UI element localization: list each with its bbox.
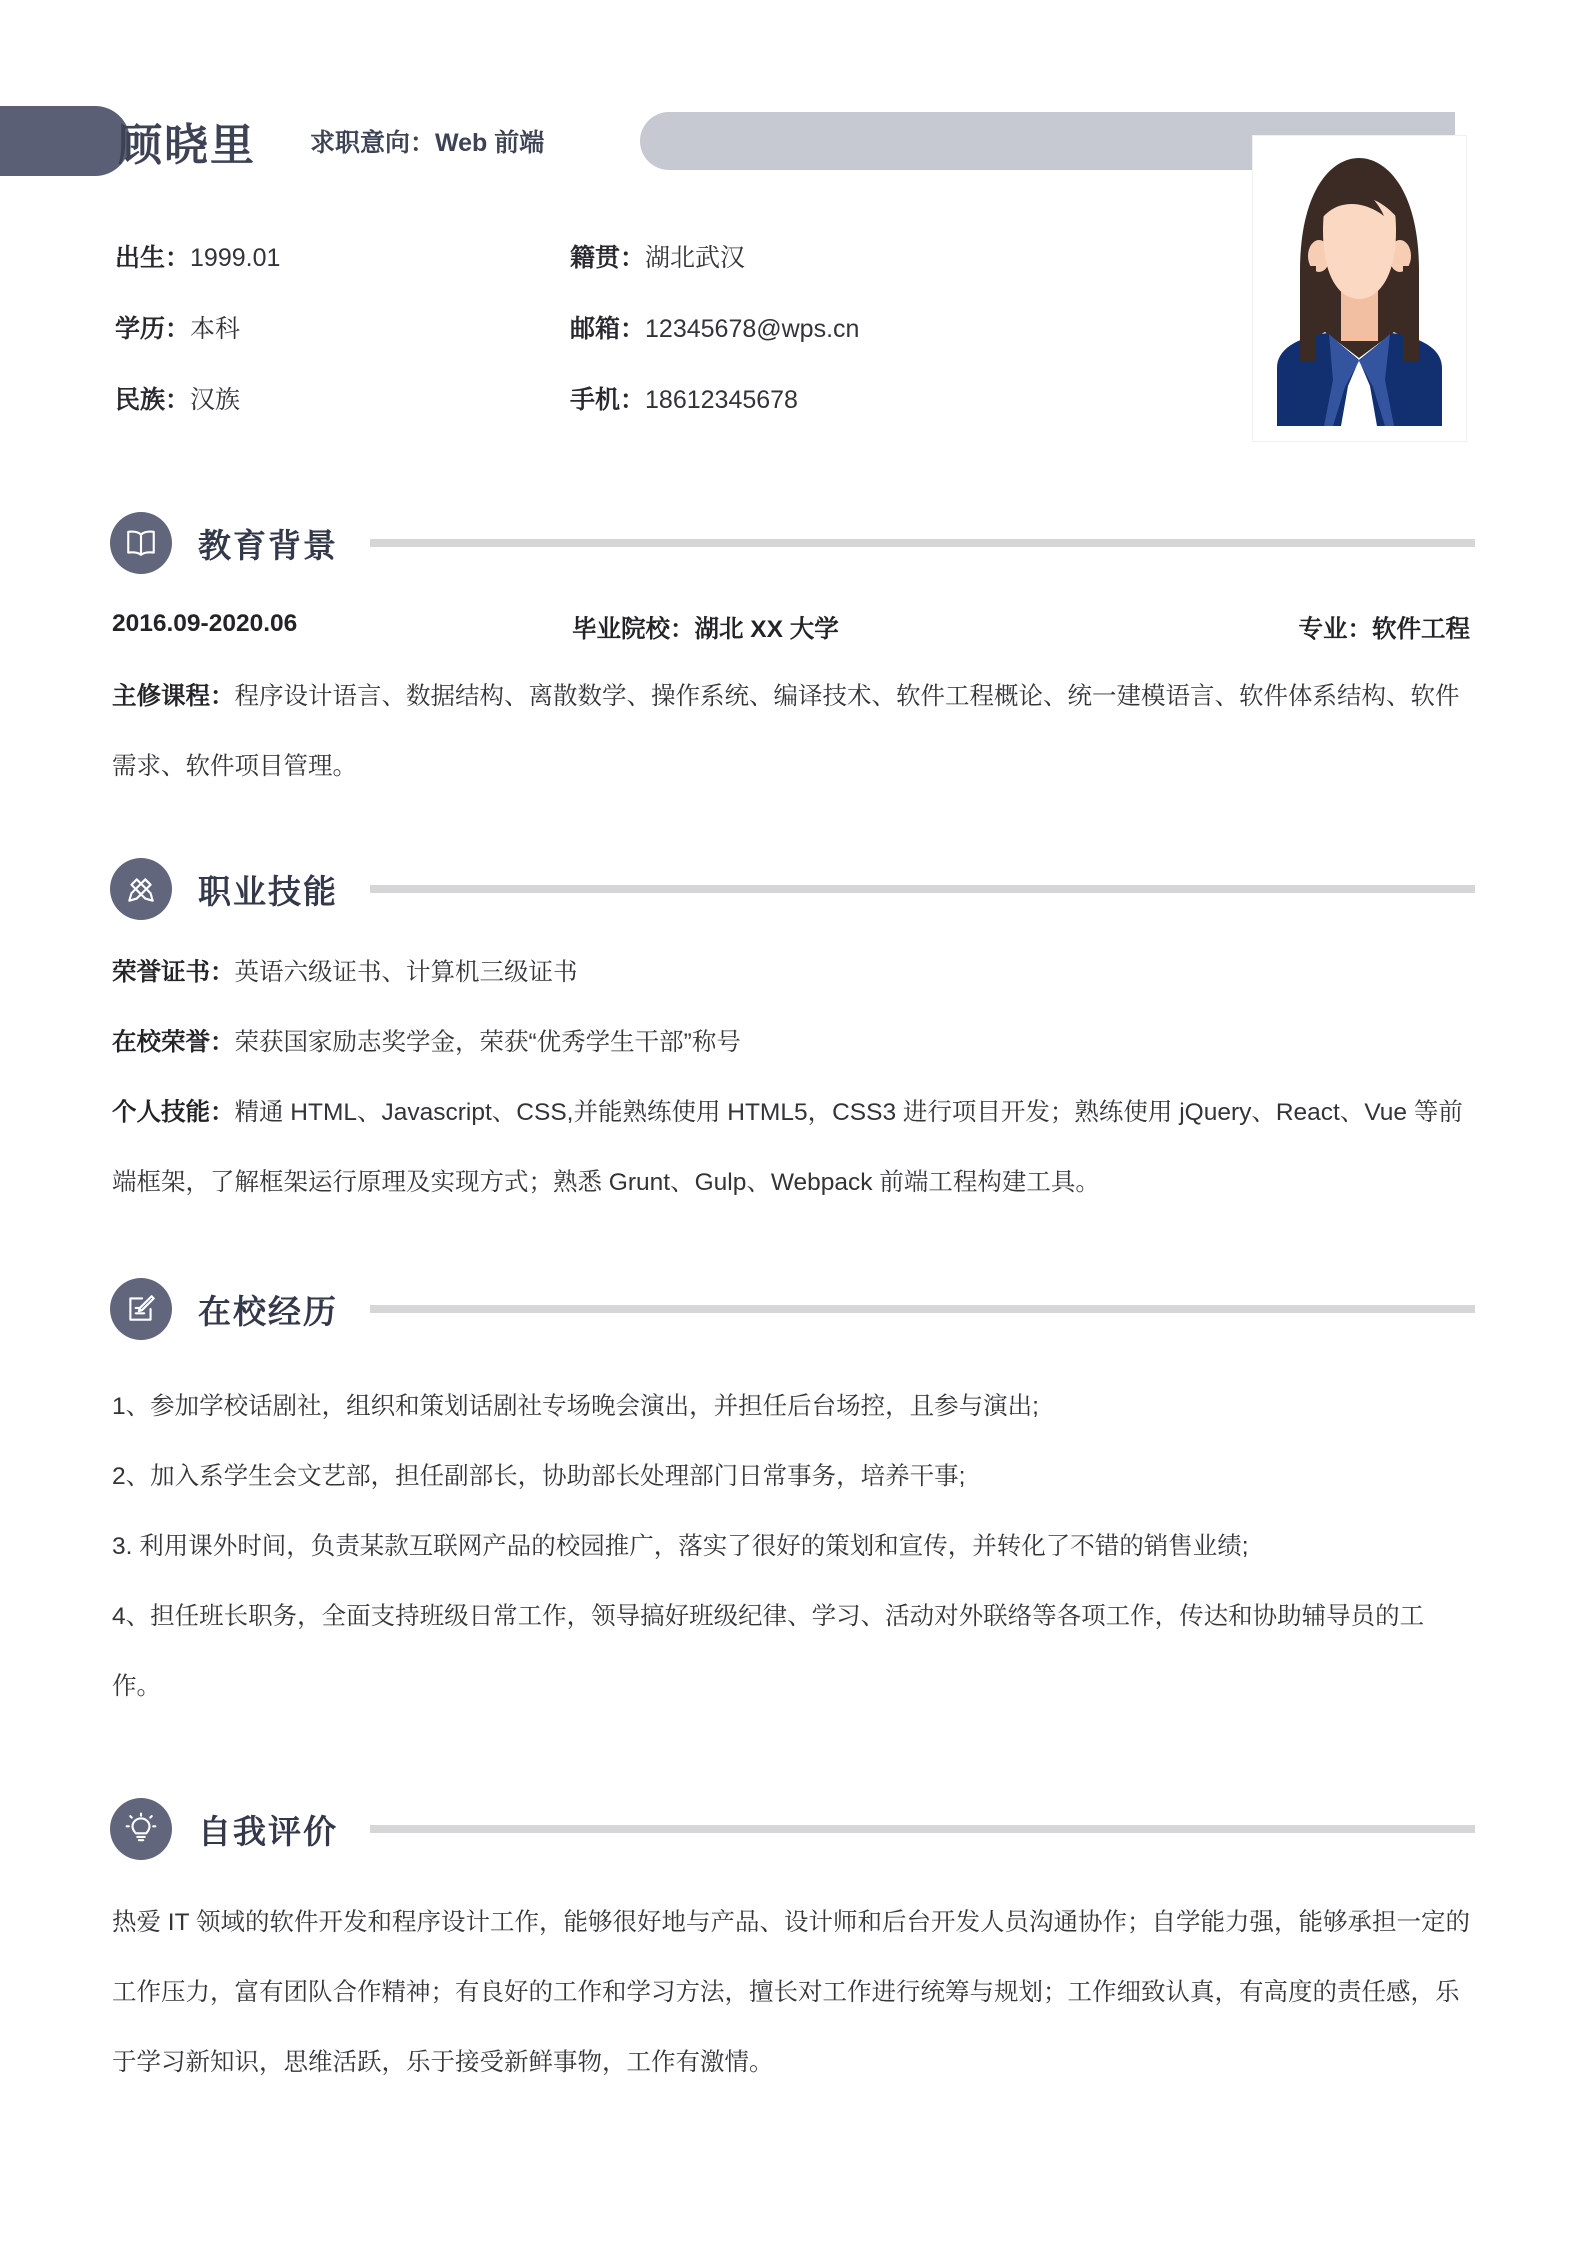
info-birth-label: 出生： — [115, 244, 191, 272]
self-evaluation-block — [112, 1888, 1470, 2098]
info-ethnicity-label: 民族： — [115, 386, 191, 414]
section-title-experience: 在校经历 — [198, 1292, 338, 1330]
skill-personal-value: 精通 HTML、Javascript、CSS,并能熟练使用 HTML5，CSS3 进行项目开发；熟练使用 jQuery、React、Vue 等前端框架，了解框架运行原理及实现方式；熟悉 Grunt、Gulp、Webpack 前端工程构建工具。 — [112, 1099, 1463, 1196]
education-major — [1299, 610, 1471, 645]
education-school-value: 湖北 XX 大学 — [694, 616, 839, 643]
section-header-self-evaluation — [110, 1798, 1475, 1860]
section-header-skills — [110, 858, 1475, 920]
skill-honors-value: 荣获国家励志奖学金，荣获“优秀学生干部”称号 — [234, 1029, 741, 1056]
info-hometown-label: 籍贯： — [570, 244, 646, 272]
skill-honors-label: 在校荣誉： — [112, 1029, 235, 1056]
skill-item — [112, 938, 1470, 1008]
info-row — [115, 380, 1215, 451]
header-dark-accent-bar — [0, 106, 130, 176]
lightbulb-icon — [110, 1798, 172, 1860]
education-courses — [112, 662, 1470, 802]
info-email-value: 12345678@wps.cn — [645, 315, 860, 343]
skill-item — [112, 1008, 1470, 1078]
section-title-skills: 职业技能 — [198, 872, 338, 910]
info-ethnicity — [115, 380, 570, 416]
skill-item — [112, 1078, 1470, 1218]
info-phone — [570, 380, 798, 416]
edit-document-icon — [110, 1278, 172, 1340]
section-rule — [370, 885, 1475, 893]
info-hometown-value: 湖北武汉 — [645, 244, 746, 272]
experience-block — [112, 1372, 1470, 1722]
education-dates: 2016.09-2020.06 — [112, 610, 298, 637]
info-degree-label: 学历： — [115, 315, 191, 343]
info-birth — [115, 238, 570, 274]
info-email — [570, 309, 859, 345]
section-rule — [370, 1825, 1475, 1833]
candidate-name: 顾晓里 — [118, 121, 256, 170]
info-email-label: 邮箱： — [570, 315, 646, 343]
education-school — [572, 610, 1299, 645]
experience-item: 1、参加学校话剧社，组织和策划话剧社专场晚会演出，并担任后台场控，且参与演出; — [112, 1393, 1039, 1420]
skills-block — [112, 938, 1470, 1218]
education-courses-value: 程序设计语言、数据结构、离散数学、操作系统、编译技术、软件工程概论、统一建模语言、软件体系结构、软件需求、软件项目管理。 — [112, 683, 1460, 780]
section-title-education: 教育背景 — [198, 526, 338, 564]
section-rule — [370, 1305, 1475, 1313]
info-degree-value: 本科 — [190, 315, 241, 343]
job-objective: 求职意向：Web 前端 — [310, 129, 545, 157]
photo-illustration — [1253, 136, 1466, 441]
info-degree — [115, 309, 570, 345]
skill-certificates-label: 荣誉证书： — [112, 959, 235, 986]
candidate-photo — [1253, 136, 1466, 441]
info-phone-label: 手机： — [570, 386, 646, 414]
section-rule — [370, 539, 1475, 547]
experience-item: 3. 利用课外时间，负责某款互联网产品的校园推广，落实了很好的策划和宣传，并转化了不错的销售业绩; — [112, 1533, 1249, 1560]
section-title-self-evaluation: 自我评价 — [198, 1812, 338, 1850]
section-header-education — [110, 512, 1475, 574]
info-ethnicity-value: 汉族 — [190, 386, 241, 414]
experience-item: 2、加入系学生会文艺部，担任副部长，协助部长处理部门日常事务，培养干事; — [112, 1463, 966, 1490]
info-birth-value: 1999.01 — [190, 244, 281, 272]
skill-certificates-value: 英语六级证书、计算机三级证书 — [234, 959, 578, 986]
info-phone-value: 18612345678 — [645, 386, 798, 414]
section-header-experience — [110, 1278, 1475, 1340]
info-row — [115, 309, 1215, 380]
education-courses-label: 主修课程： — [112, 683, 235, 710]
tools-icon — [110, 858, 172, 920]
info-hometown — [570, 238, 745, 274]
experience-item: 4、担任班长职务，全面支持班级日常工作，领导搞好班级纪律、学习、活动对外联络等各项工作，传达和协助辅导员的工作。 — [112, 1603, 1425, 1700]
info-row — [115, 238, 1215, 309]
education-major-value: 软件工程 — [1372, 616, 1470, 643]
personal-info-grid — [115, 238, 1215, 451]
education-entry-row — [112, 610, 1470, 645]
education-school-label: 毕业院校： — [572, 616, 695, 643]
skill-personal-label: 个人技能： — [112, 1099, 235, 1126]
self-evaluation-text: 热爱 IT 领域的软件开发和程序设计工作，能够很好地与产品、设计师和后台开发人员沟通协作；自学能力强，能够承担一定的工作压力，富有团队合作精神；有良好的工作和学习方法，擅长对工作进行统筹与规划；工作细致认真，有高度的责任感，乐于学习新知识，思维活跃，乐于接受新鲜事物，工作有激情。 — [112, 1909, 1470, 2076]
book-icon — [110, 512, 172, 574]
education-courses-block — [112, 662, 1470, 802]
education-major-label: 专业： — [1298, 616, 1372, 643]
